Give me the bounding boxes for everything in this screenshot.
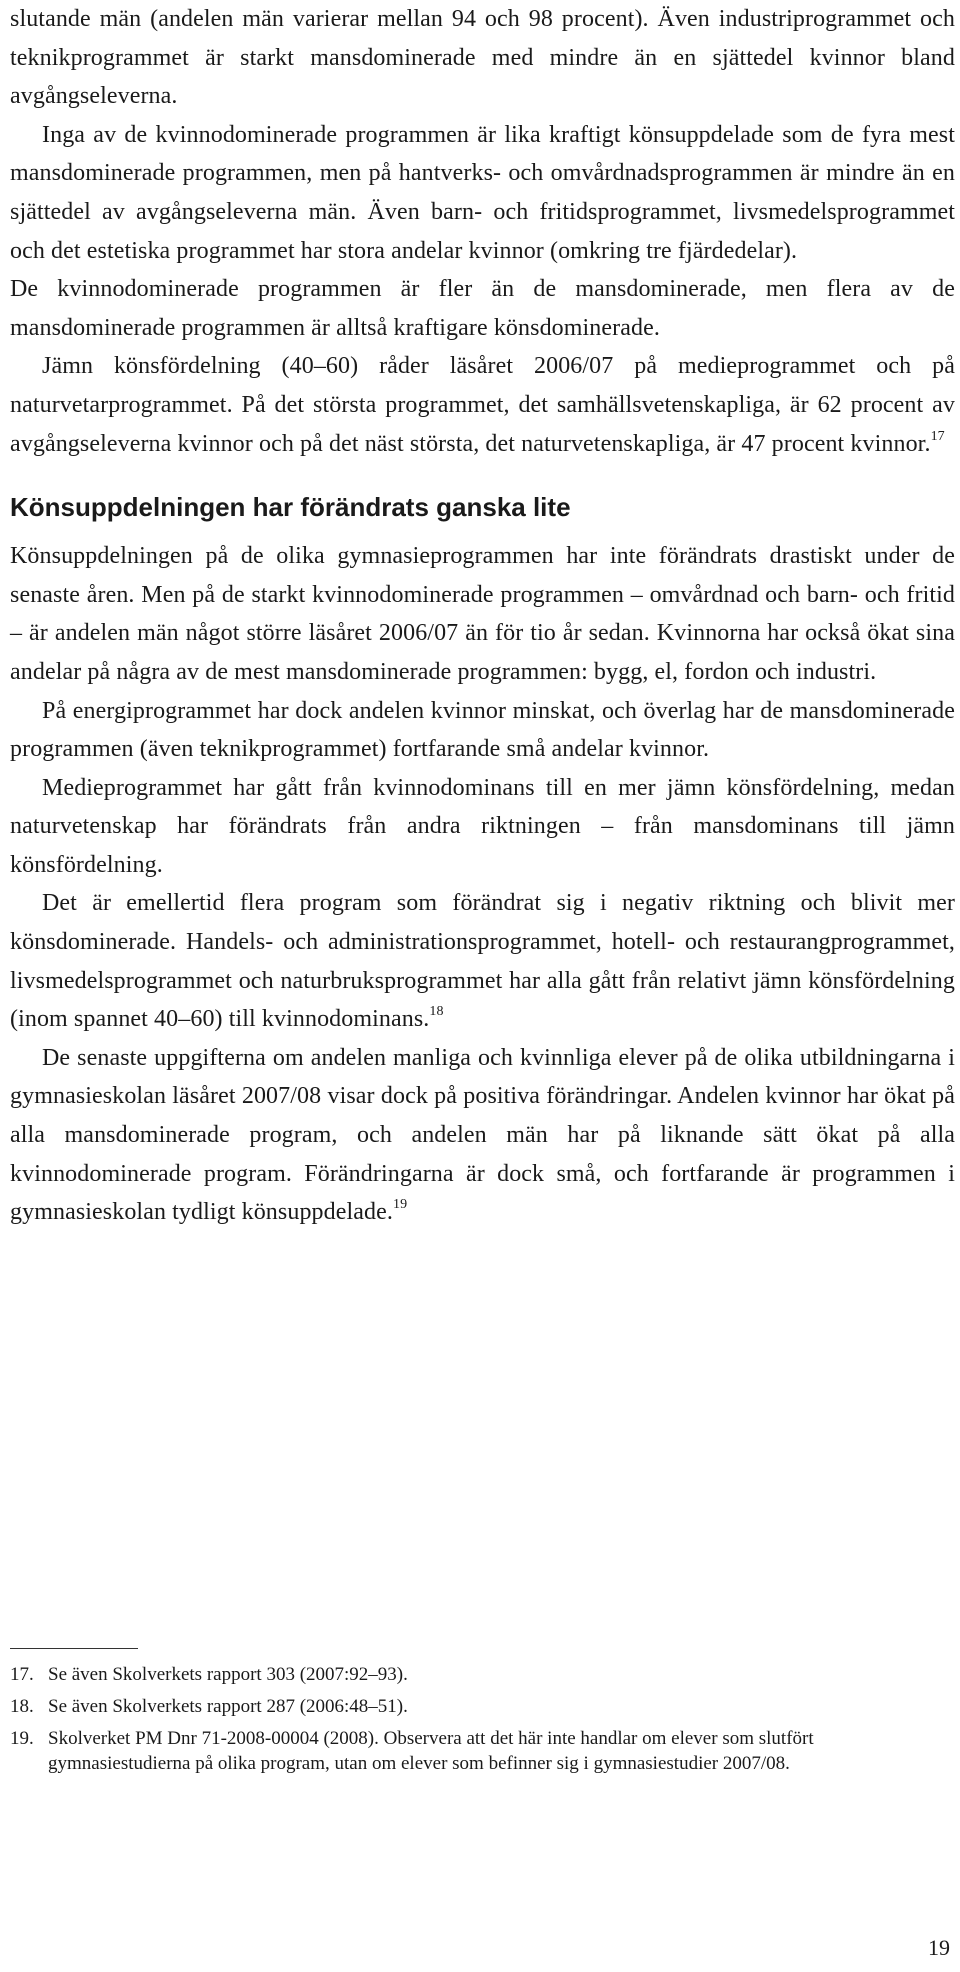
footnote-text: Se även Skolverkets rapport 287 (2006:48–51). xyxy=(48,1696,408,1717)
footnote-number: 18. xyxy=(10,1696,34,1717)
paragraph xyxy=(10,0,955,116)
paragraph xyxy=(10,537,955,691)
footnotes xyxy=(10,1662,955,1783)
footnote-reference[interactable]: 17 xyxy=(930,428,945,444)
paragraph xyxy=(10,692,955,769)
paragraph-text: De kvinnodominerade programmen är fler än de mansdominerade, men flera av de mansdominerade programmen är alltså kraftigare könsdominerade. xyxy=(10,276,955,341)
paragraph xyxy=(10,1039,955,1232)
paragraph xyxy=(10,347,955,463)
footnote-number: 17. xyxy=(10,1664,34,1685)
paragraph xyxy=(10,270,955,347)
paragraph-text: slutande män (andelen män varierar mellan 94 och 98 procent). Även industriprogrammet och teknikprogrammet är starkt mansdominerade med mindre än en sjättedel kvinnor bland avgångseleverna. xyxy=(10,6,955,110)
footnote xyxy=(10,1726,955,1776)
footnote xyxy=(10,1694,955,1719)
section-heading: Könsuppdelningen har förändrats ganska lite xyxy=(10,492,571,523)
footnote xyxy=(10,1662,955,1687)
page-number: 19 xyxy=(928,1935,950,1960)
paragraph-text: Medieprogrammet har gått från kvinnodominans till en mer jämn könsfördelning, medan naturvetenskap har förändrats från andra riktningen – från mansdominans till jämn könsfördelning. xyxy=(10,774,955,878)
paragraph-text: Jämn könsfördelning (40–60) råder läsåret 2006/07 på medieprogrammet och på naturvetarprogrammet. På det största programmet, det samhällsvetenskapliga, är 62 procent av avgångseleverna kvinnor och på det näst största, det naturvetenskapliga, är 47 procent kvinnor. xyxy=(10,353,955,457)
paragraph xyxy=(10,884,955,1038)
paragraph-text: Inga av de kvinnodominerade programmen är lika kraftigt könsuppdelade som de fyra mest mansdominerade programmen, men på hantverks- och omvårdnadsprogrammen är mindre än en sjättedel av avgångseleverna män. Även barn- och fritidsprogrammet, livsmedelsprogrammet och det estetiska programmet har stora andelar kvinnor (omkring tre fjärdedelar). xyxy=(10,121,955,264)
footnote-reference[interactable]: 19 xyxy=(392,1197,408,1213)
paragraph-text: Könsuppdelningen på de olika gymnasieprogrammen har inte förändrats drastiskt under de senaste åren. Men på de starkt kvinnodominerade programmen – omvårdnad och barn- och fritid – är andelen män något större läsåret 2006/07 än för tio år sedan. Kvinnorna har också ökat sina andelar på några av de mest mansdominerade programmen: bygg, el, fordon och industri. xyxy=(10,543,955,685)
paragraph xyxy=(10,116,955,270)
paragraph-text: På energiprogrammet har dock andelen kvinnor minskat, och överlag har de mansdominerade programmen (även teknikprogrammet) fortfarande små andelar kvinnor. xyxy=(10,697,955,763)
footnote-text: Skolverket PM Dnr 71-2008-00004 (2008). Observera att det här inte handlar om elever som slutfört gymnasiestudierna på olika program, utan om elever som befinner sig i gymnasiestudier 2007/08. xyxy=(48,1728,814,1774)
page-body xyxy=(10,0,955,1232)
footnote-reference[interactable]: 18 xyxy=(429,1004,444,1020)
footnote-number: 19. xyxy=(10,1728,34,1749)
footnote-divider xyxy=(10,1648,138,1649)
paragraph-text: Det är emellertid flera program som förändrat sig i negativ riktning och blivit mer könsdominerade. Handels- och administrationsprogrammet, hotell- och restaurangprogrammet, livsmedelsprogrammet och naturbruksprogrammet har alla gått från relativt jämn könsfördelning (inom spannet 40–60) till kvinnodominans. xyxy=(10,890,955,1033)
footnote-text: Se även Skolverkets rapport 303 (2007:92–93). xyxy=(48,1664,408,1685)
paragraph xyxy=(10,769,955,885)
paragraph-text: De senaste uppgifterna om andelen manliga och kvinnliga elever på de olika utbildningarna i gymnasieskolan läsåret 2007/08 visar dock på positiva förändringar. Andelen kvinnor har ökat på alla mansdominerade program, och andelen män har på liknande sätt ökat på alla kvinnodominerade program. Förändringarna är dock små, och fortfarande är programmen i gymnasieskolan tydligt könsuppdelade. xyxy=(10,1044,955,1226)
